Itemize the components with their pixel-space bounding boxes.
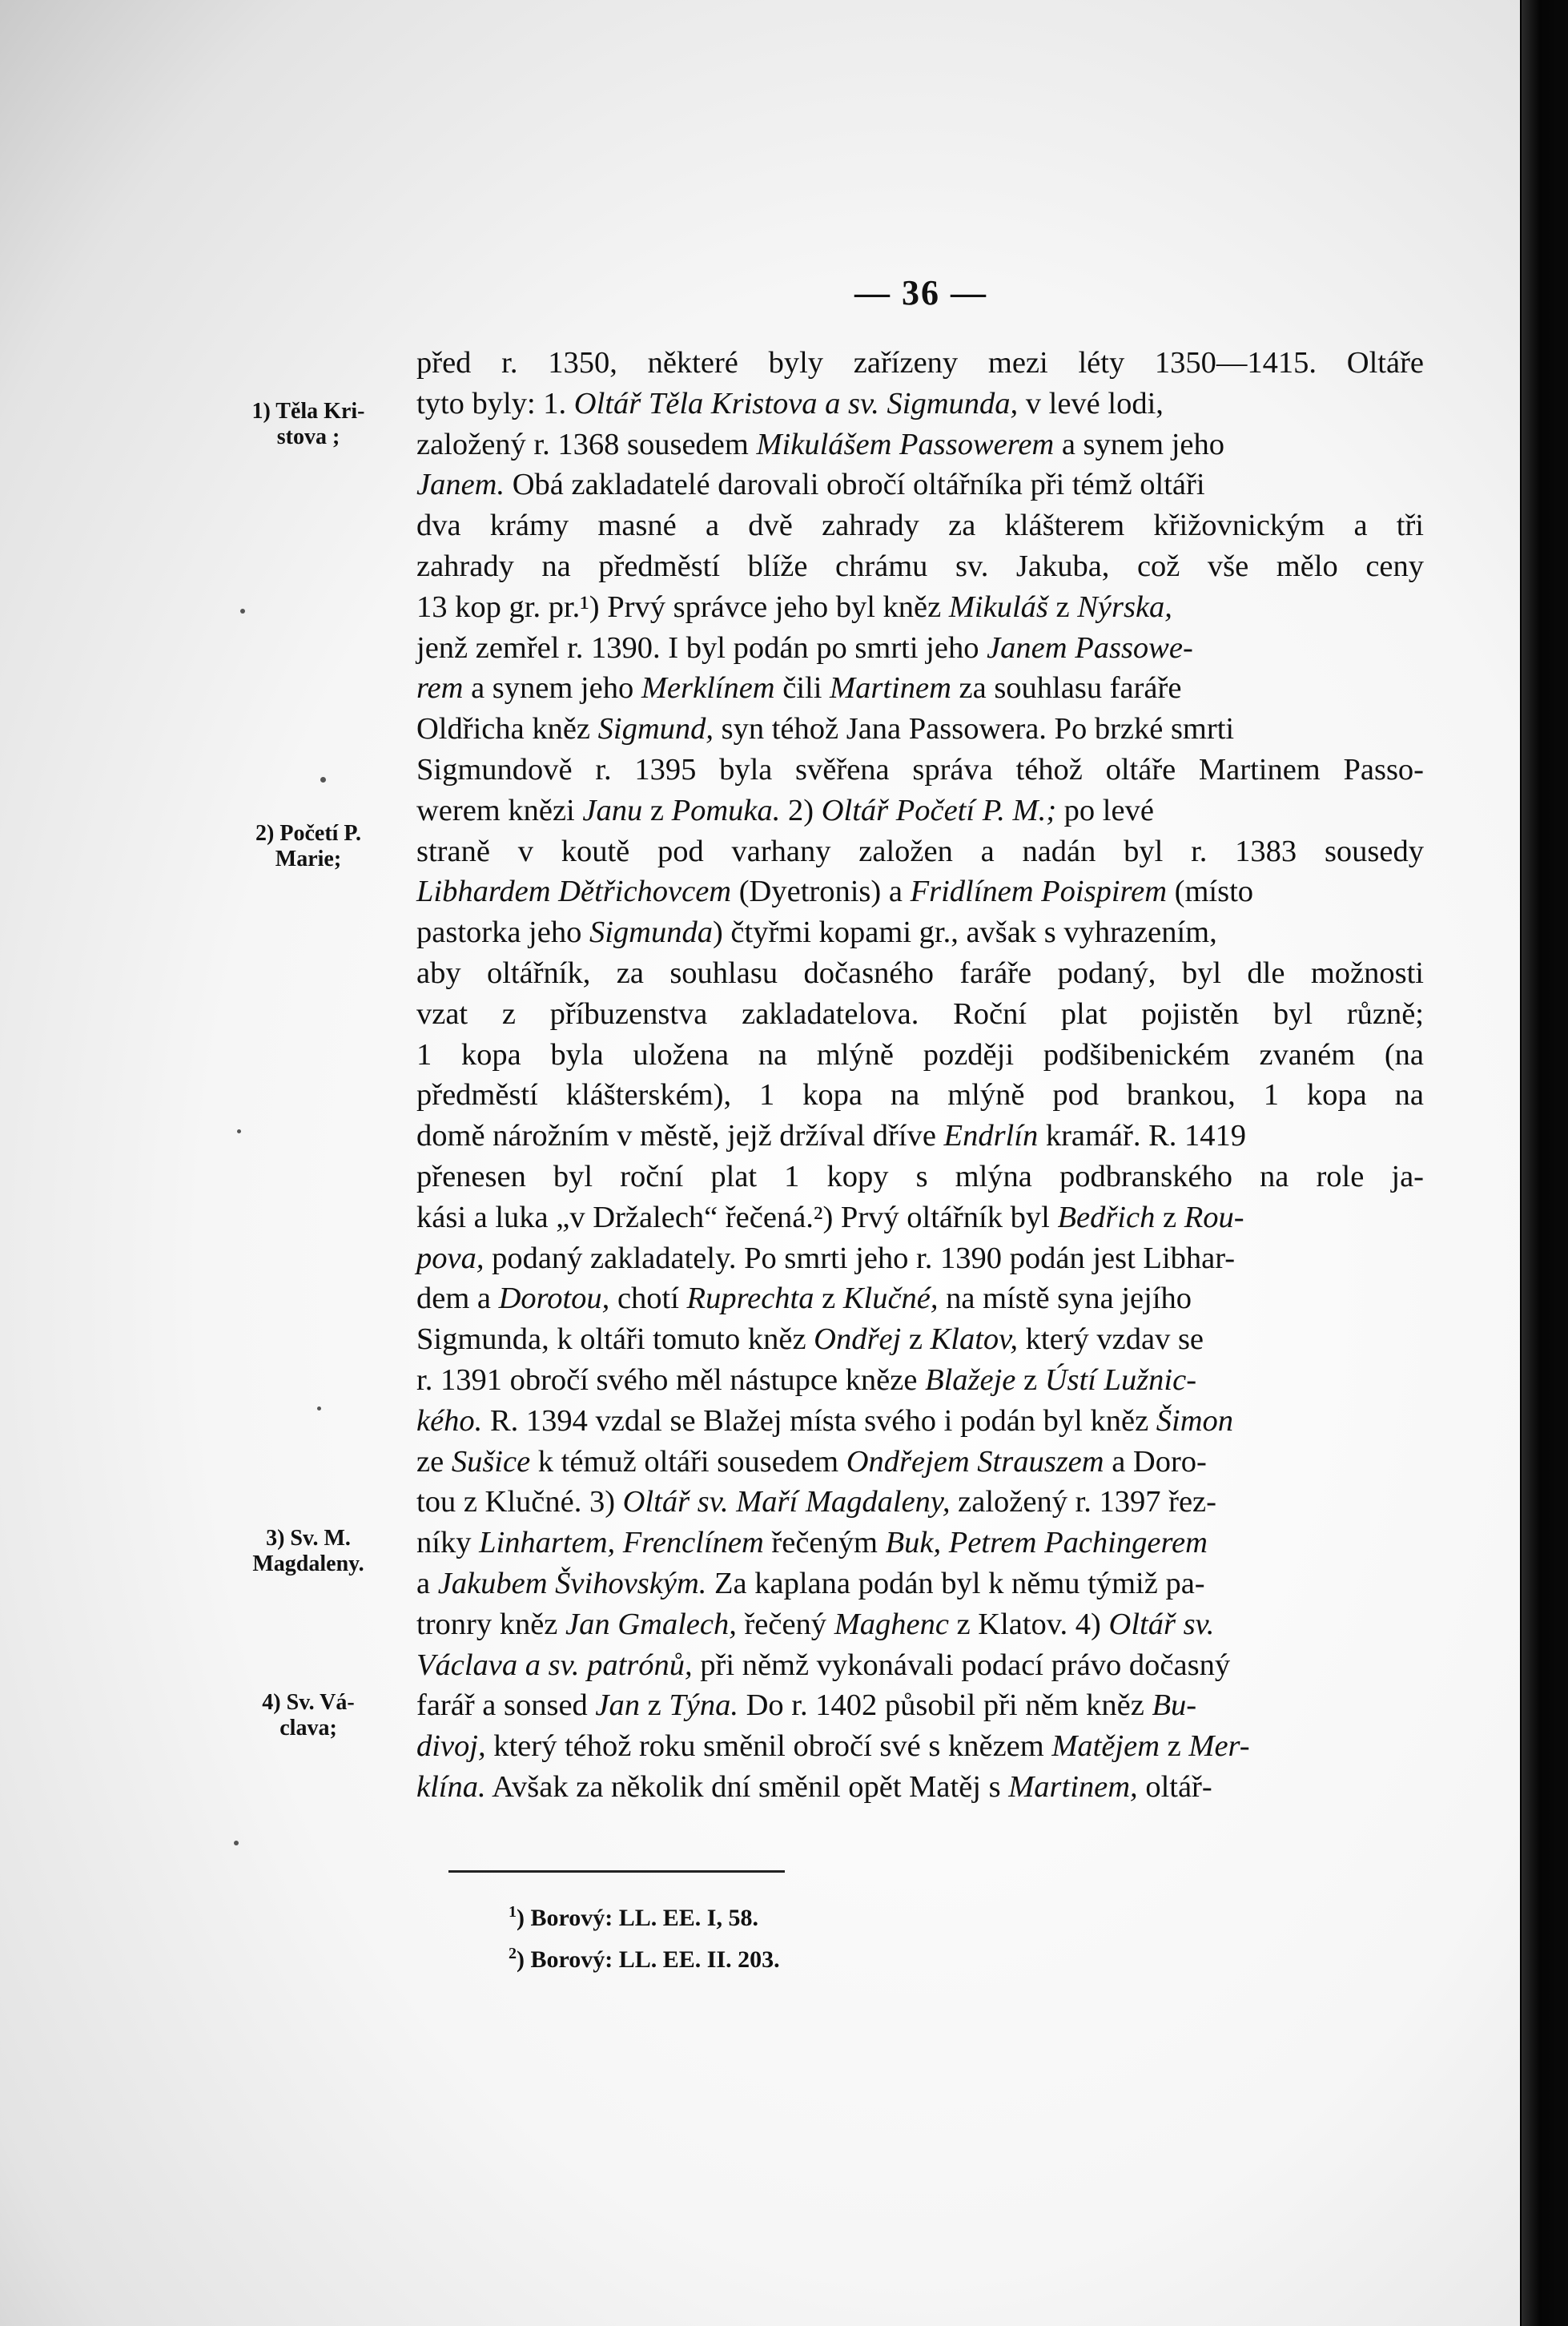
text-line <box>416 831 1424 872</box>
text-line <box>416 1075 1424 1116</box>
text-line <box>416 1238 1424 1279</box>
italic-segment: Klatov, <box>930 1322 1019 1357</box>
margin-note-line: Magdaleny. <box>252 1551 364 1576</box>
text-line <box>416 1482 1424 1523</box>
margin-note-line: 3) Sv. M. <box>266 1526 351 1551</box>
margin-note-1 <box>223 399 394 450</box>
text-segment: při němž vykonávali podací právo dočasný <box>692 1648 1231 1682</box>
text-segment: tou z Klučné. 3) <box>416 1485 623 1519</box>
text-segment: na místě syna jejího <box>938 1282 1192 1316</box>
text-segment: před r. 1350, některé byly zařízeny mezi léty 1350—1415. Oltáře <box>416 346 1424 380</box>
text-segment: předměstí klášterském), 1 kopa na mlýně pod brankou, 1 kopa na <box>416 1078 1424 1113</box>
italic-segment: Matějem <box>1051 1729 1160 1764</box>
italic-segment: klína. <box>416 1769 486 1804</box>
italic-segment: Blažeje <box>925 1362 1016 1397</box>
text-segment: ze <box>416 1444 452 1479</box>
text-segment: z <box>640 1688 669 1723</box>
italic-segment: Šimon <box>1156 1403 1234 1438</box>
italic-segment: Rou- <box>1184 1200 1244 1234</box>
text-segment: dem a <box>416 1282 499 1316</box>
margin-note-line: Marie; <box>275 847 342 871</box>
italic-segment: Oltář sv. <box>1108 1607 1215 1641</box>
italic-segment: Jan Gmalech, <box>565 1607 737 1641</box>
text-segment: dva krámy masné a dvě zahrady za klášterem křižovnickým a tři <box>416 509 1424 543</box>
text-line <box>416 1563 1424 1604</box>
text-segment: (Dyetronis) a <box>731 875 911 909</box>
italic-segment: Sigmunda <box>589 916 713 950</box>
text-segment: řečeným <box>763 1526 886 1560</box>
italic-segment: Sušice <box>451 1444 531 1479</box>
text-line <box>416 1157 1424 1197</box>
speck <box>237 1129 241 1133</box>
text-segment: z <box>1015 1362 1045 1397</box>
speck <box>317 1406 321 1410</box>
text-line <box>416 1442 1424 1483</box>
text-segment: z <box>1160 1729 1189 1764</box>
text-segment: Sigmundově r. 1395 byla svěřena správa téhož oltáře Martinem Passo- <box>416 752 1424 787</box>
italic-segment: Martinem, <box>1008 1769 1138 1804</box>
text-segment: zahrady na předměstí blíže chrámu sv. Jakuba, což vše mělo ceny <box>416 549 1424 583</box>
text-line <box>416 1278 1424 1319</box>
text-line <box>416 791 1424 831</box>
text-line <box>416 1523 1424 1563</box>
margin-note-4 <box>223 1690 394 1741</box>
italic-segment: Ondřejem Strauszem <box>846 1444 1104 1479</box>
text-line <box>416 1726 1424 1767</box>
italic-segment: Linhartem, Frenclínem <box>479 1526 764 1560</box>
text-line <box>416 628 1424 669</box>
text-segment: syn téhož Jana Passowera. Po brzké smrti <box>714 712 1235 746</box>
text-line <box>416 871 1424 912</box>
text-segment: po levé <box>1056 793 1154 827</box>
text-line <box>416 1035 1424 1076</box>
text-segment: řečený <box>736 1607 834 1641</box>
italic-segment: Jakubem Švihovským. <box>437 1566 707 1600</box>
page-number: — 36 — <box>854 273 987 312</box>
italic-segment: Dorotou, <box>498 1282 610 1316</box>
text-segment: a Doro- <box>1104 1444 1207 1479</box>
text-segment: kramář. R. 1419 <box>1038 1119 1247 1153</box>
text-segment: (místo <box>1167 875 1254 909</box>
text-segment: pastorka jeho <box>416 916 589 950</box>
text-line <box>416 1197 1424 1238</box>
italic-segment: Ústí Lužnic- <box>1044 1362 1197 1397</box>
italic-segment: Mikulášem Passowerem <box>756 427 1055 461</box>
italic-segment: divoj, <box>416 1729 486 1764</box>
text-segment: 2) <box>780 793 822 827</box>
italic-segment: Ruprechta <box>686 1282 814 1316</box>
text-segment: založený r. 1397 řez- <box>950 1485 1216 1519</box>
text-line <box>416 425 1424 465</box>
italic-segment: Oltář Těla Kristova a sv. Sigmunda, <box>573 386 1019 421</box>
speck <box>240 609 245 614</box>
italic-segment: Ondřej <box>814 1322 902 1357</box>
margin-note-2 <box>223 821 394 872</box>
text-segment: a <box>416 1566 438 1600</box>
text-segment: kási a luka „v Držalech“ řečená.²) Prvý oltářník byl <box>416 1200 1058 1234</box>
text-segment: Sigmunda, k oltáři tomuto kněz <box>416 1322 814 1357</box>
italic-segment: Fridlínem Poispirem <box>910 875 1168 909</box>
text-segment: domě nárožním v městě, jejž držíval dříve <box>416 1119 944 1153</box>
italic-segment: Oltář Početí P. M.; <box>821 793 1057 827</box>
body-text <box>416 343 1424 1808</box>
italic-segment: Janem Passowe- <box>987 630 1193 665</box>
text-line <box>416 1604 1424 1645</box>
italic-segment: Mikuláš <box>948 590 1048 624</box>
margin-note-line: 1) Těla Kri- <box>251 399 365 424</box>
text-line <box>416 1319 1424 1360</box>
text-segment: čili <box>774 671 830 706</box>
text-segment: který vzdav se <box>1018 1322 1204 1357</box>
text-segment: za souhlasu faráře <box>951 671 1182 706</box>
text-line <box>416 1685 1424 1726</box>
italic-segment: Buk, Petrem Pachingerem <box>885 1526 1208 1560</box>
text-line <box>416 953 1424 994</box>
footnote-1 <box>509 1894 780 1936</box>
text-segment: Oldřicha kněz <box>416 712 598 746</box>
text-segment: a synem jeho <box>463 671 641 706</box>
italic-segment: kého. <box>416 1403 483 1438</box>
text-segment: aby oltářník, za souhlasu dočasného faráře podaný, byl dle možnosti <box>416 956 1424 990</box>
italic-segment: Libhardem Dětřichovcem <box>416 875 732 909</box>
text-line <box>416 668 1424 709</box>
text-segment: níky <box>416 1526 480 1560</box>
footnote-mark: 1 <box>509 1903 517 1921</box>
text-segment: chotí <box>609 1282 687 1316</box>
text-segment: Do r. 1402 působil při něm kněz <box>738 1688 1152 1723</box>
italic-segment: Klučné, <box>842 1282 939 1316</box>
italic-segment: Václava a sv. patrónů, <box>416 1648 693 1682</box>
text-line <box>416 1645 1424 1686</box>
italic-segment: Martinem <box>830 671 951 706</box>
text-line <box>416 994 1424 1035</box>
italic-segment: pova, <box>416 1241 484 1275</box>
italic-segment: Mer- <box>1188 1729 1250 1764</box>
text-segment: Obá zakladatelé darovali obročí oltářníka při témž oltáři <box>505 468 1205 502</box>
italic-segment: Bedřich <box>1057 1200 1156 1234</box>
margin-note-3 <box>223 1526 394 1577</box>
text-line <box>416 1360 1424 1401</box>
text-segment: k témuž oltáři sousedem <box>530 1444 846 1479</box>
text-segment: z Klatov. 4) <box>948 1607 1109 1641</box>
text-segment: 1 kopa byla uložena na mlýně později podšibenickém zvaném (na <box>416 1037 1424 1072</box>
text-segment: Avšak za několik dní směnil opět Matěj s <box>485 1769 1009 1804</box>
text-line <box>416 709 1424 750</box>
footnote-2 <box>509 1936 780 1978</box>
margin-note-line: stova ; <box>276 425 340 449</box>
text-line <box>416 1401 1424 1442</box>
text-line <box>416 546 1424 587</box>
italic-segment: Janem. <box>416 468 505 502</box>
footnotes <box>509 1894 780 1978</box>
text-segment: z <box>901 1322 931 1357</box>
italic-segment: Nýrska, <box>1077 590 1172 624</box>
text-segment: a synem jeho <box>1054 427 1224 461</box>
text-segment: podaný zakladately. Po smrti jeho r. 1390 podán jest Libhar- <box>484 1241 1236 1275</box>
margin-note-line: clava; <box>279 1716 337 1740</box>
text-segment: z <box>1155 1200 1184 1234</box>
italic-segment: Endrlín <box>943 1119 1039 1153</box>
text-segment: straně v koutě pod varhany založen a nadán byl r. 1383 sousedy <box>416 834 1424 868</box>
text-segment: tyto byly: 1. <box>416 386 574 421</box>
text-segment: z <box>1047 590 1078 624</box>
text-line <box>416 343 1424 384</box>
text-line <box>416 384 1424 425</box>
text-line <box>416 505 1424 546</box>
speck <box>234 1841 239 1845</box>
margin-note-line: 2) Početí P. <box>255 821 361 846</box>
footnote-text: ) Borový: LL. EE. I, 58. <box>517 1905 758 1931</box>
text-segment: vzat z příbuzenstva zakladatelova. Roční plat pojistěn byl různě; <box>416 996 1424 1031</box>
text-segment: R. 1394 vzdal se Blažej místa svého i podán byl kněz <box>482 1403 1156 1438</box>
italic-segment: Oltář sv. Maří Magdaleny, <box>622 1485 951 1519</box>
text-line <box>416 750 1424 791</box>
italic-segment: Bu- <box>1152 1688 1197 1723</box>
scan-edge-shadow <box>1522 0 1568 2326</box>
text-segment: r. 1391 obročí svého měl nástupce kněze <box>416 1362 926 1397</box>
text-segment: z <box>642 793 672 827</box>
text-segment: v levé lodi, <box>1018 386 1164 421</box>
italic-segment: Merklínem <box>641 671 775 706</box>
text-line <box>416 1767 1424 1808</box>
text-segment: jenž zemřel r. 1390. I byl podán po smrti jeho <box>416 630 987 665</box>
italic-segment: Týna. <box>669 1688 738 1723</box>
text-segment: 13 kop gr. pr.¹) Prvý správce jeho byl kněz <box>416 590 949 624</box>
footnote-text: ) Borový: LL. EE. II. 203. <box>517 1946 780 1973</box>
text-segment: Za kaplana podán byl k němu týmiž pa- <box>706 1566 1205 1600</box>
italic-segment: Maghenc <box>834 1607 949 1641</box>
text-segment: oltář- <box>1137 1769 1212 1804</box>
text-line <box>416 465 1424 505</box>
italic-segment: rem <box>416 671 464 706</box>
text-line <box>416 912 1424 953</box>
italic-segment: Janu <box>582 793 643 827</box>
text-segment: který téhož roku směnil obročí své s knězem <box>485 1729 1052 1764</box>
footnote-mark: 2 <box>509 1945 517 1962</box>
speck <box>320 777 326 783</box>
footnote-divider <box>448 1870 785 1873</box>
margin-note-line: 4) Sv. Vá- <box>262 1690 355 1715</box>
text-segment: ) čtyřmi kopami gr., avšak s vyhrazením, <box>712 916 1217 950</box>
text-segment: založený r. 1368 sousedem <box>416 427 757 461</box>
text-segment: tronry kněz <box>416 1607 566 1641</box>
text-segment: farář a sonsed <box>416 1688 596 1723</box>
italic-segment: Jan <box>595 1688 640 1723</box>
text-segment: přenesen byl roční plat 1 kopy s mlýna podbranského na role ja- <box>416 1159 1424 1193</box>
text-line <box>416 587 1424 628</box>
italic-segment: Pomuka. <box>671 793 781 827</box>
italic-segment: Sigmund, <box>597 712 714 746</box>
text-segment: z <box>814 1282 843 1316</box>
text-line <box>416 1116 1424 1157</box>
text-segment: werem knězi <box>416 793 583 827</box>
